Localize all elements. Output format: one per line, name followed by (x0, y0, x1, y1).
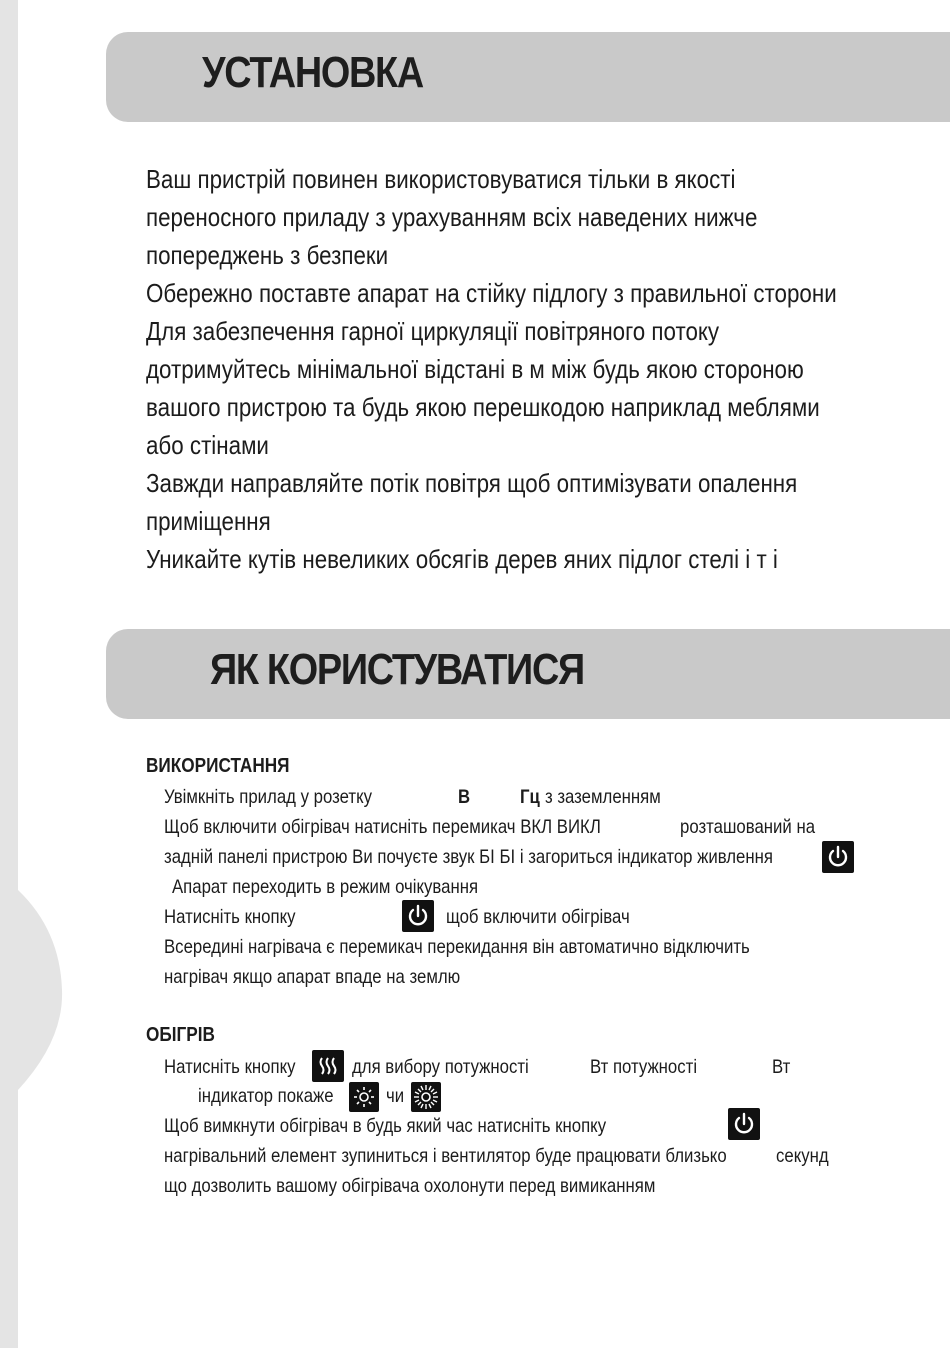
use-line-2b: розташований на (680, 816, 816, 838)
install-line: попереджень з безпеки (146, 240, 389, 270)
power-icon (822, 841, 854, 873)
heat-line-4b: секунд (776, 1145, 829, 1167)
heat-line-1a: Натисніть кнопку (164, 1056, 296, 1078)
install-line: вашого пристрою та будь якою перешкодою наприклад меблями (146, 392, 820, 422)
volt-label: В (458, 786, 471, 808)
use-line-3: задній панелі пристрою Ви почуєте звук БІ БІ і загориться індикатор живлення (164, 846, 773, 868)
heat-line-3: Щоб вимкнути обігрівач в будь який час натисніть кнопку (164, 1115, 607, 1137)
power-button-icon (402, 900, 434, 932)
install-line: переносного приладу з урахуванням всіх наведених нижче (146, 202, 758, 232)
power-off-icon (728, 1108, 760, 1140)
install-line: приміщення (146, 506, 271, 536)
use-heading: ВИКОРИСТАННЯ (146, 755, 290, 777)
install-line: або стінами (146, 430, 269, 460)
install-title: УСТАНОВКА (202, 48, 423, 97)
use-line-4: Апарат переходить в режим очікування (172, 876, 479, 898)
install-line: Завжди направляйте потік повітря щоб оптимізувати опалення (146, 468, 798, 498)
sun-low-icon (349, 1082, 379, 1112)
use-line-2a: Щоб включити обігрівач натисніть перемикач ВКЛ ВИКЛ (164, 816, 601, 838)
install-line: Обережно поставте апарат на стійку підлогу з правильної сторони (146, 278, 837, 308)
usage-title: ЯК КОРИСТУВАТИСЯ (210, 645, 584, 694)
install-line: Уникайте кутів невеликих обсягів дерев яних підлог стелі і т і (146, 544, 778, 574)
heat-line-1d: Вт (772, 1056, 791, 1078)
heat-line-4a: нагрівальний елемент зупиниться і вентилятор буде працювати близько (164, 1145, 727, 1167)
usage-header (106, 629, 950, 719)
install-line: Ваш пристрій повинен використовуватися тільки в якості (146, 164, 736, 194)
use-line-1a: Увімкніть прилад у розетку (164, 786, 372, 808)
use-line-5b: щоб включити обігрівач (446, 906, 630, 928)
use-line-6: Всередині нагрівача є перемикач перекидання він автоматично відключить (164, 936, 750, 958)
hz-label: Гц (520, 786, 540, 808)
use-line-5a: Натисніть кнопку (164, 906, 296, 928)
heat-line-1b: для вибору потужності (352, 1056, 529, 1078)
install-header (106, 32, 950, 122)
install-line: дотримуйтесь мінімальної відстані в м між будь якою стороною (146, 354, 804, 384)
sun-high-icon (411, 1082, 441, 1112)
heat-line-5: що дозволить вашому обігрівача охолонути перед вимиканням (164, 1175, 656, 1197)
heat-waves-icon (312, 1050, 344, 1082)
use-line-7: нагрівач якщо апарат впаде на землю (164, 966, 461, 988)
install-line: Для забезпечення гарної циркуляції повітряного потоку (146, 316, 720, 346)
side-tab-shape (0, 0, 70, 1348)
heat-heading: ОБІГРІВ (146, 1024, 215, 1046)
use-line-1d: з заземленням (545, 786, 661, 808)
heat-line-2b: чи (386, 1085, 405, 1107)
heat-line-1c: Вт потужності (590, 1056, 698, 1078)
heat-line-2a: індикатор покаже (198, 1085, 334, 1107)
